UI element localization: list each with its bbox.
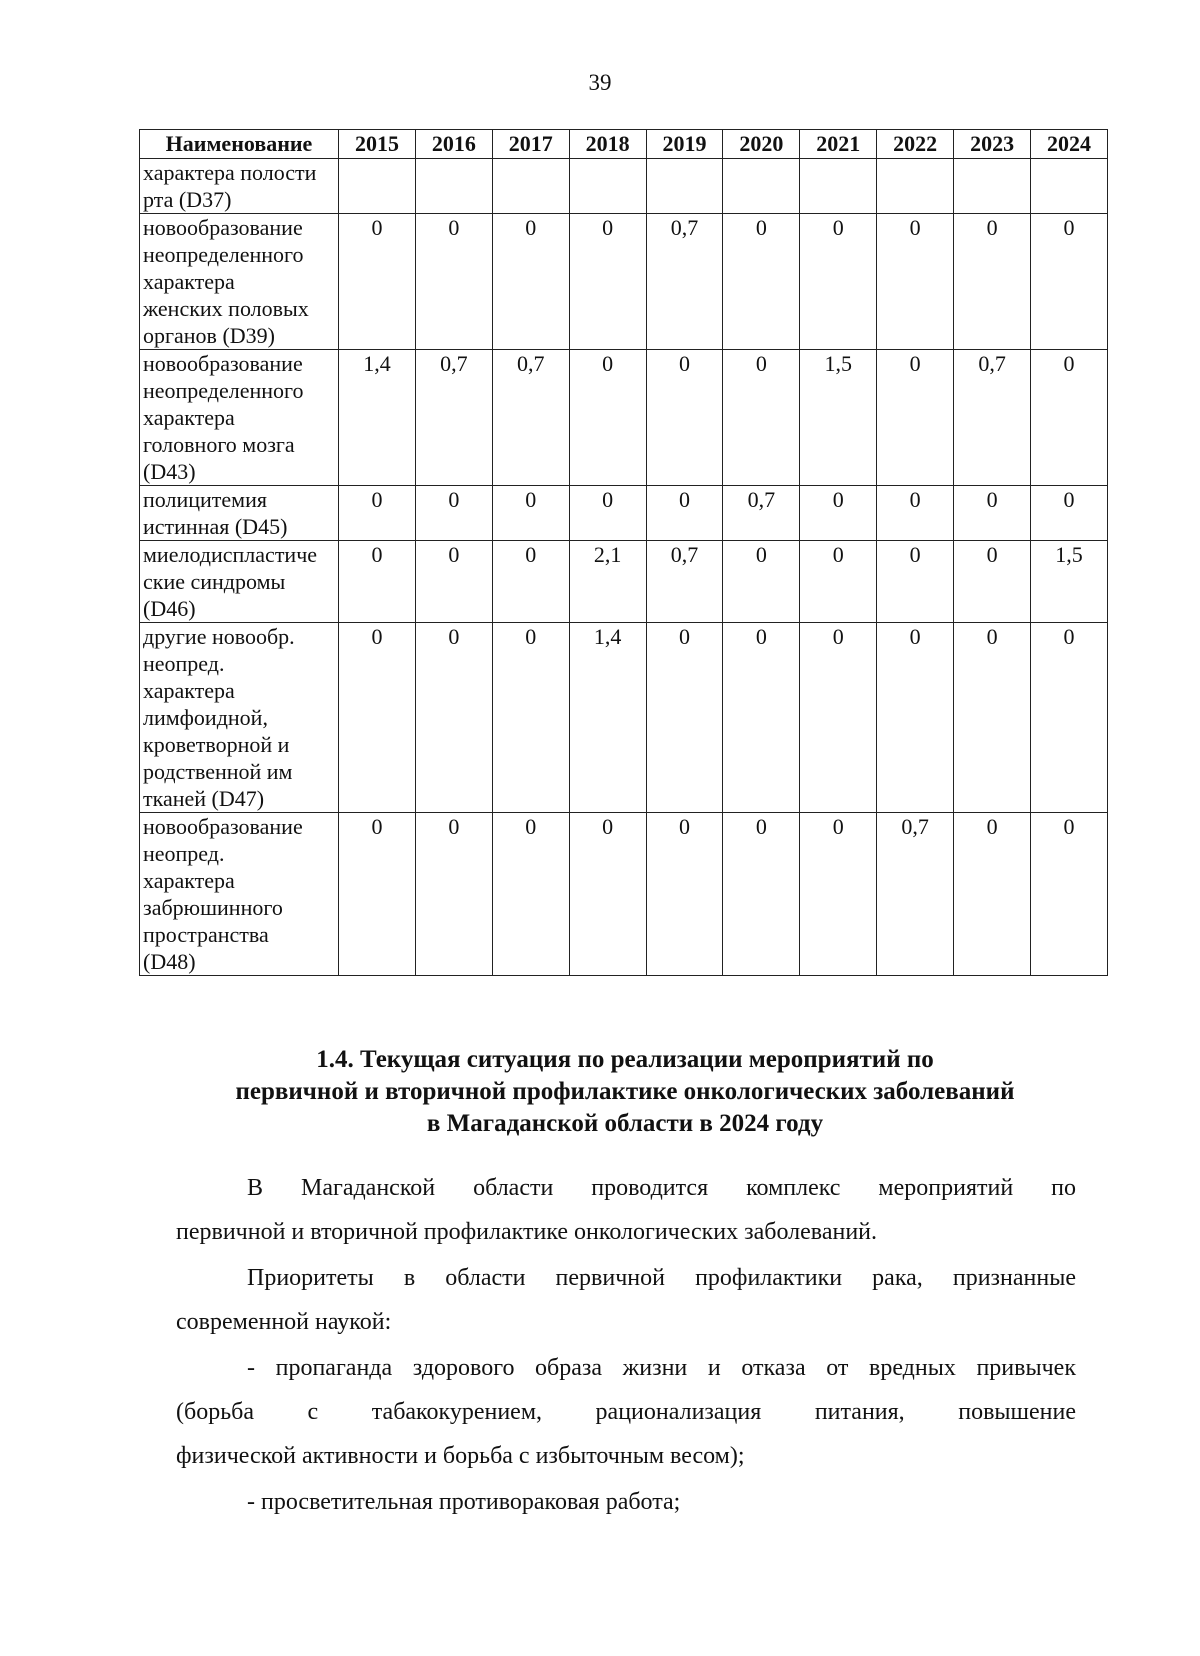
table-row <box>140 623 1108 813</box>
table-row <box>140 541 1108 623</box>
row-name-line: новообразование <box>143 351 303 376</box>
row-name-line: полицитемия <box>143 487 267 512</box>
paragraph-first-line: - пропаганда здорового образа жизни и отказа от вредных привычек <box>247 1355 1076 1381</box>
value-cell: 0 <box>492 623 569 813</box>
row-name-line: новообразование <box>143 215 303 240</box>
page-number: 39 <box>588 70 612 95</box>
row-name-line: неопределенного <box>143 242 304 267</box>
value-cell <box>415 159 492 214</box>
value-cell: 0 <box>569 813 646 976</box>
row-name-line: рта (D37) <box>143 187 232 212</box>
value-cell: 0 <box>339 623 416 813</box>
column-header-year: 2024 <box>1031 130 1108 159</box>
value-cell: 0 <box>646 623 723 813</box>
paragraph-first-line: В Магаданской области проводится комплекс мероприятий по <box>247 1175 1076 1201</box>
paragraph-continuation: (борьба с табакокурением, рационализация питания, повышение <box>176 1399 1076 1425</box>
row-name-cell <box>140 813 339 976</box>
value-cell: 0 <box>877 350 954 486</box>
value-cell: 0 <box>415 813 492 976</box>
value-cell: 0 <box>492 214 569 350</box>
row-name-line: (D46) <box>143 596 196 621</box>
row-name-line: неопред. <box>143 651 225 676</box>
column-header-year: 2020 <box>723 130 800 159</box>
value-cell: 0 <box>1031 350 1108 486</box>
table-row <box>140 813 1108 976</box>
value-cell: 0 <box>569 350 646 486</box>
row-name-line: забрюшинного <box>143 895 283 920</box>
incidence-table <box>139 129 1108 976</box>
value-cell: 1,5 <box>1031 541 1108 623</box>
value-cell: 0,7 <box>415 350 492 486</box>
value-cell: 0 <box>723 813 800 976</box>
value-cell <box>1031 159 1108 214</box>
value-cell: 0 <box>339 486 416 541</box>
column-header-year: 2015 <box>339 130 416 159</box>
paragraph-continuation: первичной и вторичной профилактике онкологических заболеваний. <box>176 1219 878 1245</box>
table-row <box>140 214 1108 350</box>
section-heading-line: в Магаданской области в 2024 году <box>426 1110 824 1137</box>
value-cell: 0 <box>415 214 492 350</box>
row-name-line: неопред. <box>143 841 225 866</box>
value-cell: 0 <box>723 623 800 813</box>
column-header-year: 2019 <box>646 130 723 159</box>
row-name-line: пространства <box>143 922 269 947</box>
row-name-line: неопределенного <box>143 378 304 403</box>
value-cell: 0 <box>954 214 1031 350</box>
paragraph-continuation: физической активности и борьба с избыточным весом); <box>176 1443 745 1469</box>
value-cell: 0,7 <box>492 350 569 486</box>
table-row <box>140 486 1108 541</box>
row-name-cell <box>140 159 339 214</box>
value-cell: 0 <box>954 541 1031 623</box>
row-name-line: характера <box>143 678 235 703</box>
value-cell: 0 <box>492 813 569 976</box>
value-cell: 0,7 <box>723 486 800 541</box>
row-name-line: миелодиспластиче <box>143 542 318 567</box>
row-name-line: другие новообр. <box>143 624 295 649</box>
row-name-line: характера <box>143 868 235 893</box>
column-header-year: 2022 <box>877 130 954 159</box>
value-cell: 0 <box>646 813 723 976</box>
row-name-line: истинная (D45) <box>143 514 288 539</box>
value-cell: 0 <box>954 486 1031 541</box>
value-cell: 0 <box>1031 214 1108 350</box>
value-cell: 0 <box>415 541 492 623</box>
row-name-cell <box>140 541 339 623</box>
column-header-year: 2018 <box>569 130 646 159</box>
value-cell <box>569 159 646 214</box>
value-cell: 0 <box>954 623 1031 813</box>
paragraph-continuation: современной наукой: <box>176 1309 392 1335</box>
value-cell: 0,7 <box>954 350 1031 486</box>
value-cell: 0 <box>800 486 877 541</box>
paragraph <box>176 1166 1076 1254</box>
value-cell: 0 <box>492 541 569 623</box>
row-name-cell <box>140 486 339 541</box>
value-cell: 0 <box>954 813 1031 976</box>
value-cell: 0 <box>800 214 877 350</box>
value-cell <box>877 159 954 214</box>
row-name-line: характера полости <box>143 160 317 185</box>
value-cell <box>723 159 800 214</box>
value-cell: 0 <box>723 350 800 486</box>
row-name-line: кроветворной и <box>143 732 290 757</box>
row-name-line: ские синдромы <box>143 569 286 594</box>
table-row <box>140 159 1108 214</box>
paragraph-first-line: - просветительная противораковая работа; <box>247 1489 681 1515</box>
column-header-name: Наименование <box>140 130 339 159</box>
value-cell: 1,4 <box>339 350 416 486</box>
row-name-cell <box>140 623 339 813</box>
column-header-year: 2017 <box>492 130 569 159</box>
row-name-line: родственной им <box>143 759 293 784</box>
row-name-line: (D48) <box>143 949 196 974</box>
value-cell <box>339 159 416 214</box>
row-name-line: (D43) <box>143 459 196 484</box>
row-name-line: новообразование <box>143 814 303 839</box>
table-header-row <box>140 130 1108 159</box>
table-row <box>140 350 1108 486</box>
table-body <box>140 159 1108 976</box>
column-header-year: 2016 <box>415 130 492 159</box>
row-name-line: органов (D39) <box>143 323 275 348</box>
value-cell: 0 <box>569 486 646 541</box>
value-cell <box>800 159 877 214</box>
paragraph <box>176 1256 1076 1344</box>
value-cell: 0 <box>492 486 569 541</box>
value-cell: 0 <box>877 541 954 623</box>
value-cell <box>954 159 1031 214</box>
value-cell: 0 <box>800 541 877 623</box>
value-cell: 0 <box>646 486 723 541</box>
value-cell: 0 <box>569 214 646 350</box>
value-cell: 0 <box>723 214 800 350</box>
value-cell: 0 <box>339 541 416 623</box>
value-cell: 0 <box>646 350 723 486</box>
value-cell: 0,7 <box>646 541 723 623</box>
row-name-line: тканей (D47) <box>143 786 265 811</box>
value-cell: 0 <box>339 813 416 976</box>
value-cell: 0 <box>723 541 800 623</box>
value-cell: 0 <box>1031 486 1108 541</box>
row-name-line: головного мозга <box>143 432 295 457</box>
value-cell: 0 <box>877 214 954 350</box>
row-name-line: женских половых <box>143 296 309 321</box>
value-cell: 1,4 <box>569 623 646 813</box>
row-name-line: характера <box>143 269 235 294</box>
column-header-year: 2021 <box>800 130 877 159</box>
value-cell: 0 <box>877 486 954 541</box>
paragraph <box>176 1480 1076 1524</box>
value-cell: 0 <box>415 623 492 813</box>
row-name-line: лимфоидной, <box>143 705 268 730</box>
value-cell: 0 <box>800 623 877 813</box>
value-cell: 0 <box>1031 623 1108 813</box>
value-cell: 0,7 <box>646 214 723 350</box>
value-cell: 2,1 <box>569 541 646 623</box>
value-cell <box>492 159 569 214</box>
value-cell: 1,5 <box>800 350 877 486</box>
paragraph <box>176 1346 1076 1478</box>
value-cell: 0 <box>800 813 877 976</box>
row-name-line: характера <box>143 405 235 430</box>
column-header-year: 2023 <box>954 130 1031 159</box>
value-cell <box>646 159 723 214</box>
value-cell: 0 <box>339 214 416 350</box>
row-name-cell <box>140 214 339 350</box>
value-cell: 0 <box>877 623 954 813</box>
section-heading <box>140 1044 1110 1140</box>
section-heading-line: 1.4. Текущая ситуация по реализации мероприятий по <box>316 1046 934 1073</box>
paragraph-first-line: Приоритеты в области первичной профилактики рака, признанные <box>247 1265 1076 1291</box>
value-cell: 0,7 <box>877 813 954 976</box>
row-name-cell <box>140 350 339 486</box>
section-heading-line: первичной и вторичной профилактике онкологических заболеваний <box>235 1078 1015 1105</box>
value-cell: 0 <box>415 486 492 541</box>
value-cell: 0 <box>1031 813 1108 976</box>
